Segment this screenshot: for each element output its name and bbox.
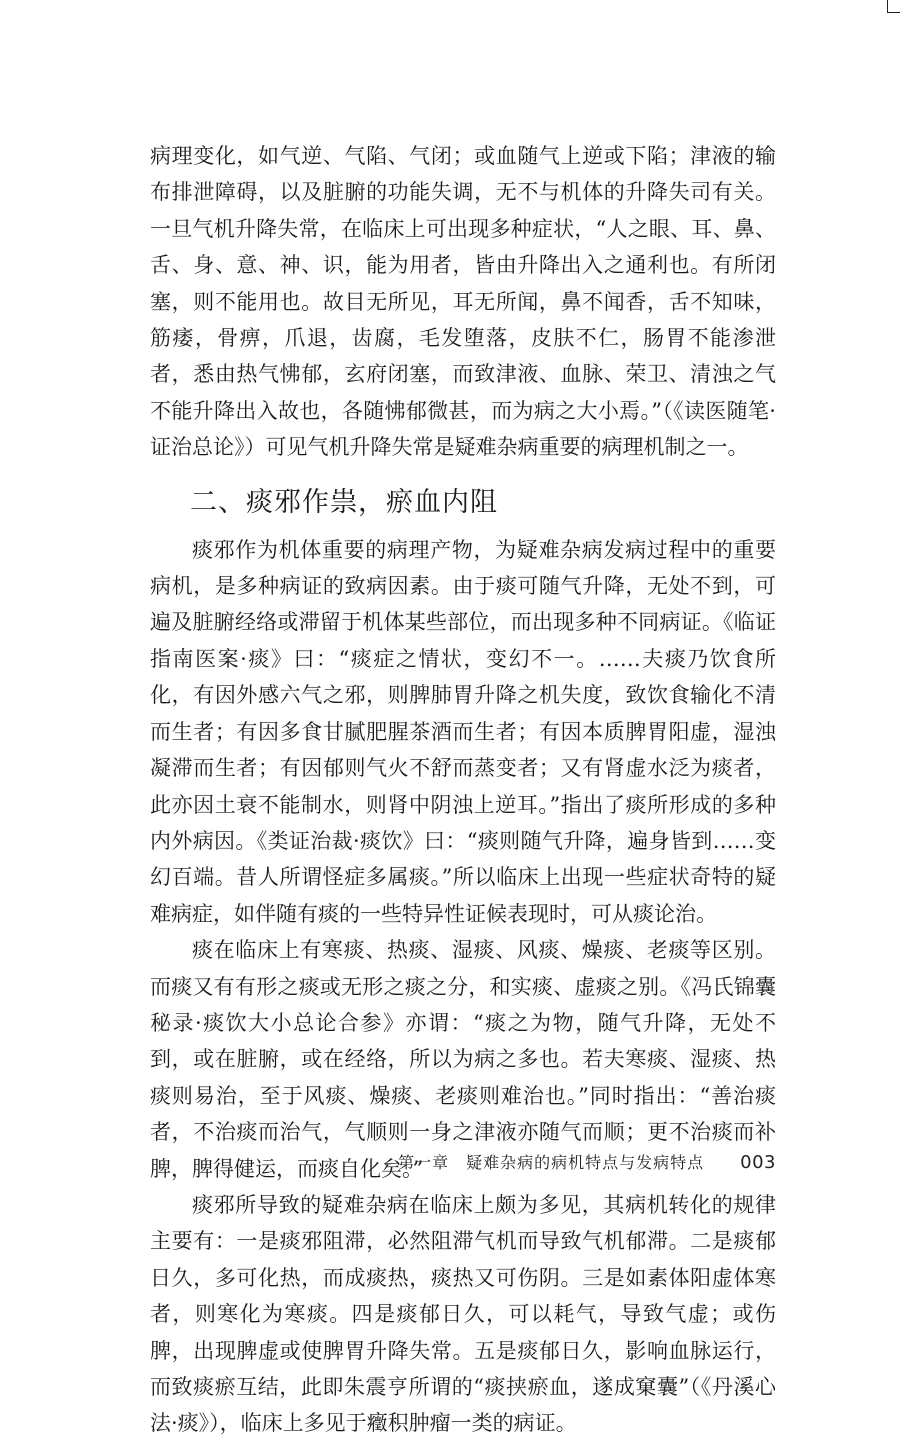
paragraph-4: 痰邪所导致的疑难杂病在临床上颇为多见，其病机转化的规律主要有：一是痰邪阻滞，必然阻滞气机而导致气机郁滞。二是痰郁日久，多可化热，而成痰热，痰热又可伤阴。三是如素体阳虚体寒者，则寒化为寒痰。四是痰郁日久，可以耗气，导致气虚；或伤脾，出现脾虚或使脾胃升降失常。五是痰郁日久，影响血脉运行，而致痰瘀互结，此即朱震亨所谓的“痰挟瘀血，遂成窠囊”（《丹溪心法·痰》），临床上多见于癥积肿瘤一类的病证。 [150,1192,776,1436]
paragraph-3: 痰在临床上有寒痰、热痰、湿痰、风痰、燥痰、老痰等区别。而痰又有有形之痰或无形之痰之分，和实痰、虚痰之别。《冯氏锦囊秘录·痰饮大小总论合参》亦谓：“痰之为物，随气升降，无处不到，或在脏腑，或在经络，所以为病之多也。若夫寒痰、湿痰、热痰则易治，至于风痰、燥痰、老痰则难治也。”同时指出：“善治痰者，不治痰而治气，气顺则一身之津液亦随气而顺；更不治痰而补脾，脾得健运，而痰自化矣。” [150,938,776,1181]
paragraph-2: 痰邪作为机体重要的病理产物，为疑难杂病发病过程中的重要病机，是多种病证的致病因素。由于痰可随气升降，无处不到，可遍及脏腑经络或滞留于机体某些部位，而出现多种不同病证。《临证指南医案·痰》曰：“痰症之情状，变幻不一。……夫痰乃饮食所化，有因外感六气之邪，则脾肺胃升降之机失度，致饮食输化不清而生者；有因多食甘腻肥腥茶酒而生者；有因本质脾胃阳虚，湿浊凝滞而生者；有因郁则气火不舒而蒸变者；又有肾虚水泛为痰者，此亦因土衰不能制水，则肾中阴浊上逆耳。”指出了痰所形成的多种内外病因。《类证治裁·痰饮》曰：“痰则随气升降，遍身皆到……变幻百端。昔人所谓怪症多属痰。”所以临床上出现一些症状奇特的疑难病症，如伴随有痰的一些特异性证候表现时，可从痰论治。 [150,537,776,926]
crop-mark [887,0,900,13]
page-footer [150,1150,776,1178]
page-body [150,138,776,1442]
page-number: 003 [740,1152,776,1173]
section-heading: 二、痰邪作祟，瘀血内阻 [190,486,498,518]
paragraph-1: 病理变化，如气逆、气陷、气闭；或血随气上逆或下陷；津液的输布排泄障碍，以及脏腑的功能失调，无不与机体的升降失司有关。一旦气机升降失常，在临床上可出现多种症状，“人之眼、耳、鼻、舌、身、意、神、识，能为用者，皆由升降出入之通利也。有所闭塞，则不能用也。故目无所见，耳无所闻，鼻不闻香，舌不知味，筋痿，骨痹，爪退，齿腐，毛发堕落，皮肤不仁，肠胃不能渗泄者，悉由热气怫郁，玄府闭塞，而致津液、血脉、荣卫、清浊之气不能升降出入故也，各随怫郁微甚，而为病之大小焉。”（《读医随笔·证治总论》）可见气机升降失常是疑难杂病重要的病理机制之一。 [150,144,776,460]
running-chapter-title: 第一章 疑难杂病的病机特点与发病特点 [398,1153,705,1172]
